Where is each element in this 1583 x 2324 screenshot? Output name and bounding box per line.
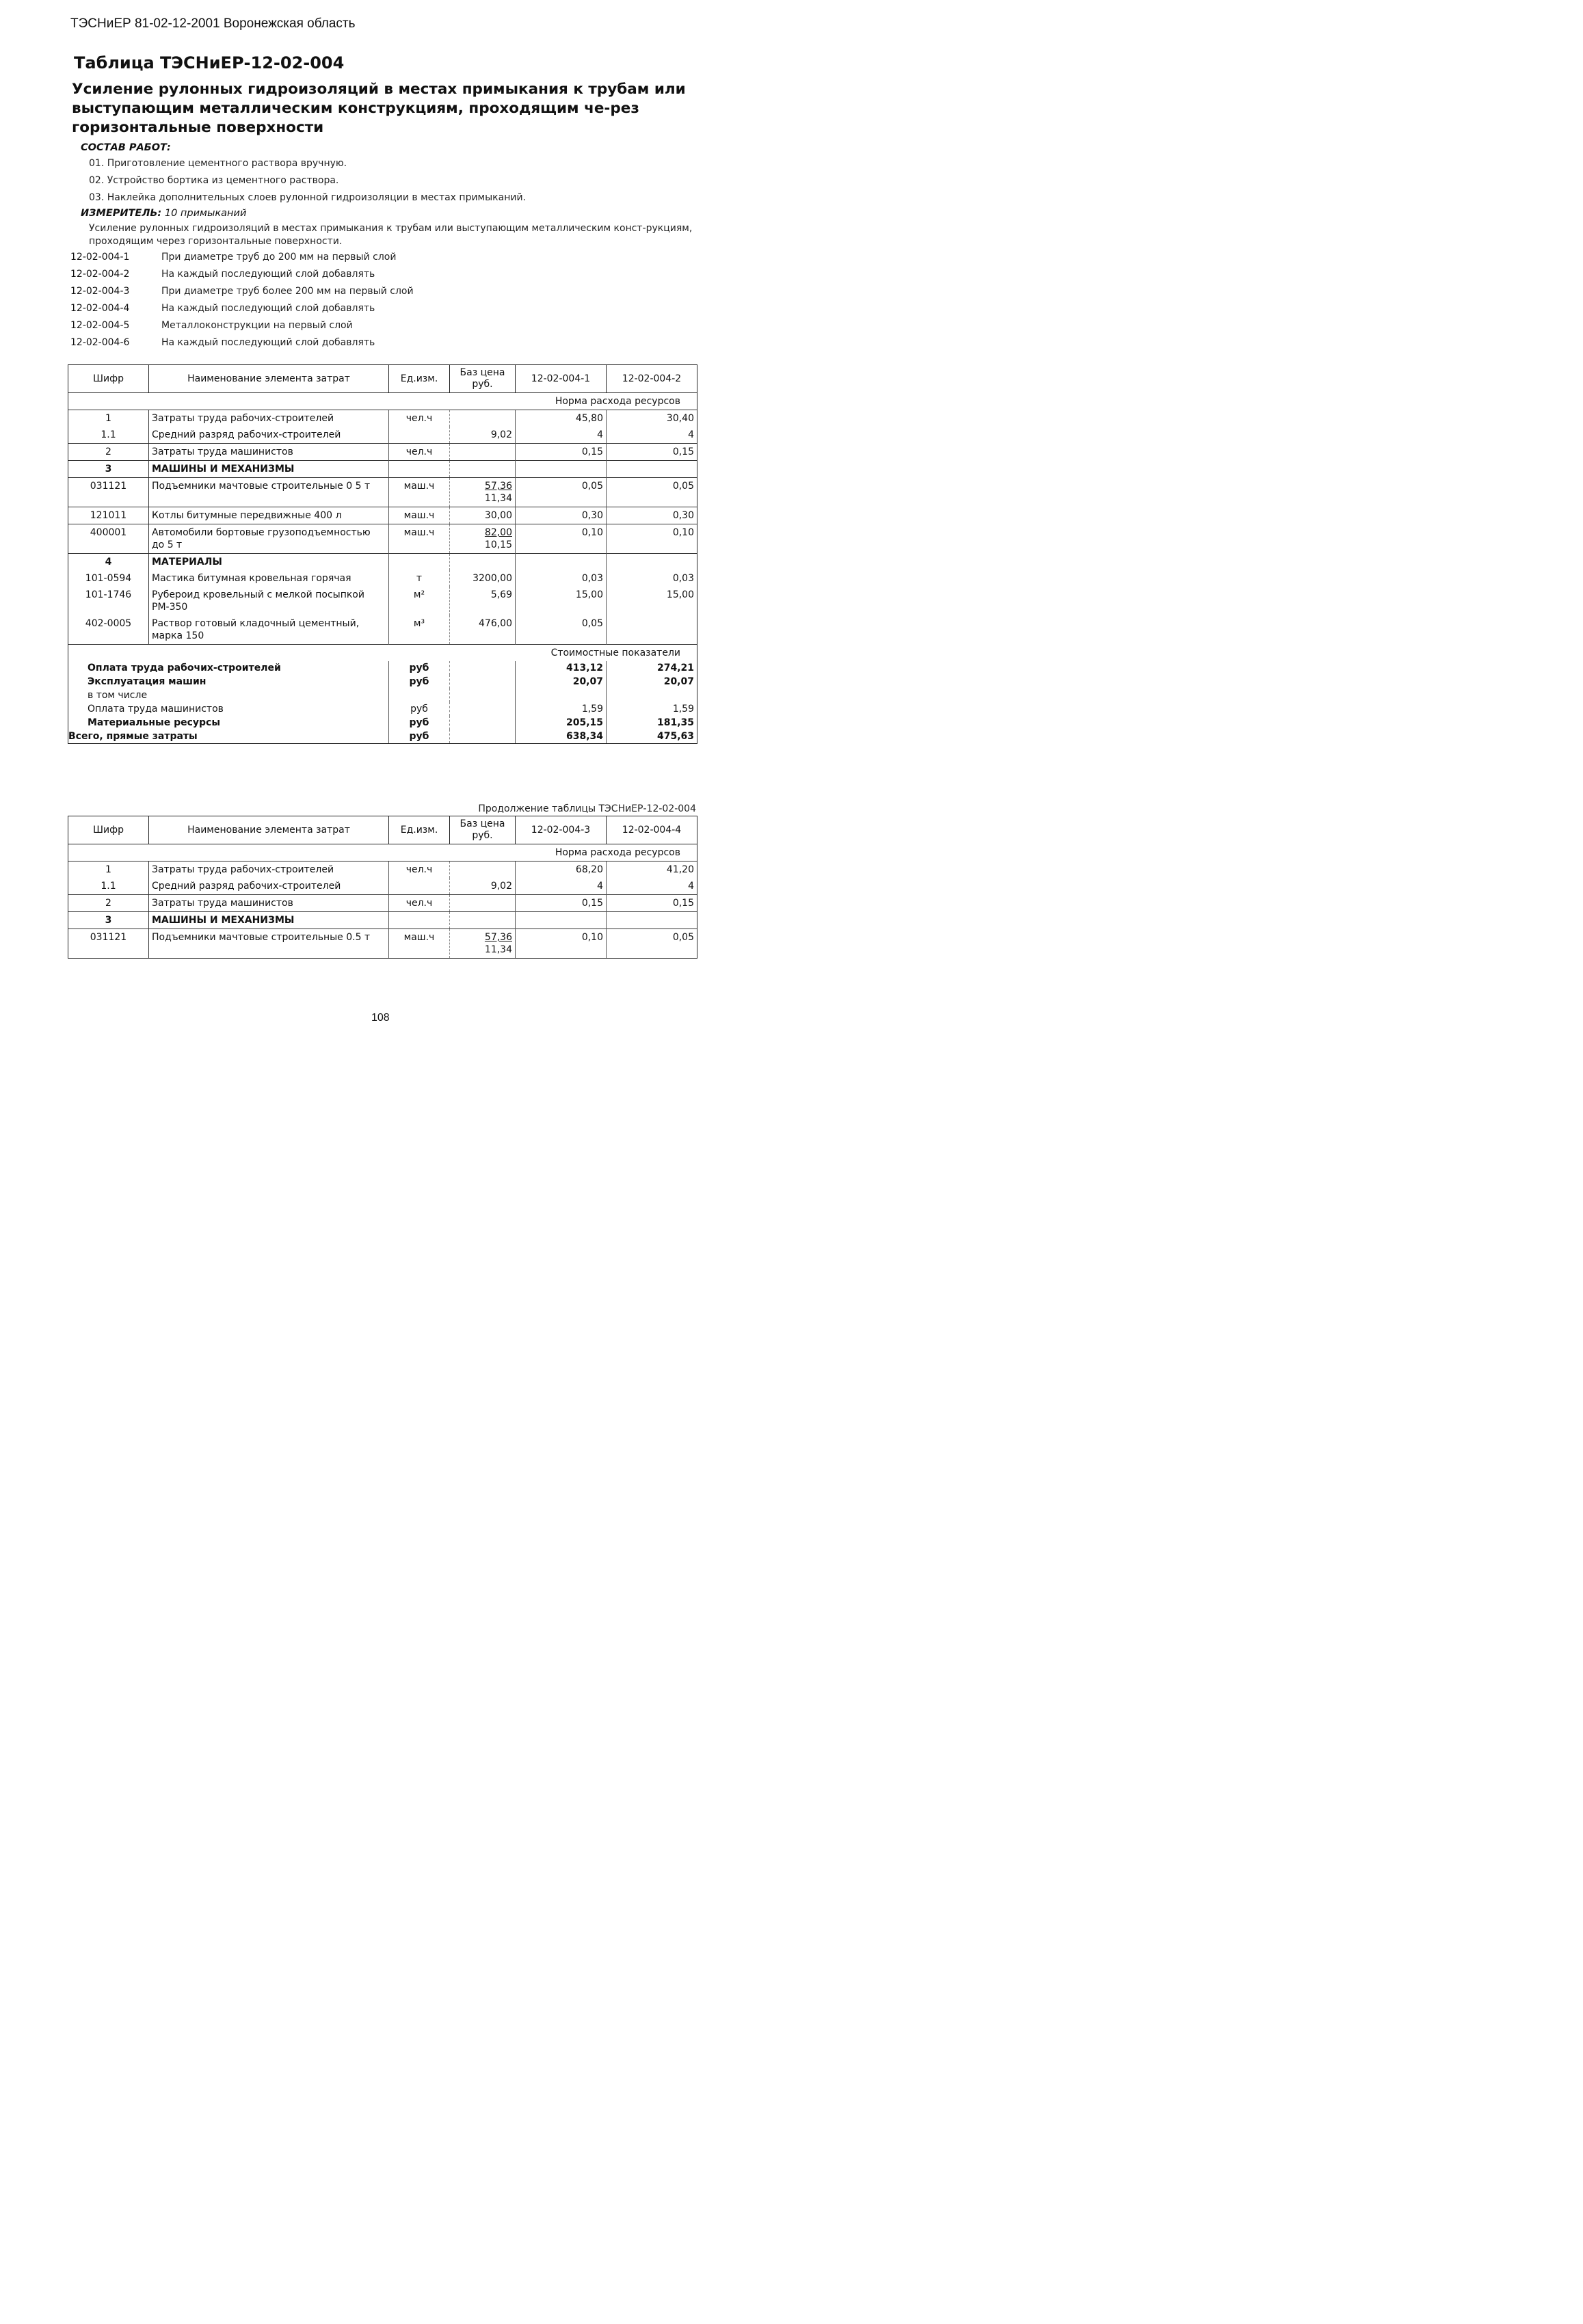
cost-name: Оплата труда рабочих-строителей — [68, 661, 389, 675]
cell-unit: м² — [389, 587, 450, 615]
price-machinist-value: 10,15 — [484, 539, 512, 550]
cell-price — [450, 444, 516, 461]
cell-value: 45,80 — [516, 410, 607, 427]
variant-code: 12-02-004-4 — [70, 303, 130, 314]
cell-name: Рубероид кровельный с мелкой посыпкой РМ-350 — [149, 587, 389, 615]
variant-code: 12-02-004-2 — [70, 269, 130, 280]
cell-price — [450, 410, 516, 427]
table-row — [68, 461, 697, 478]
cell-value: 4 — [516, 427, 607, 444]
cell-code: 402-0005 — [68, 615, 149, 645]
variant-text: При диаметре труб более 200 мм на первый слой — [161, 286, 414, 297]
cost-value: 1,59 — [607, 702, 697, 716]
cell-price — [450, 427, 516, 444]
cell-unit: м³ — [389, 615, 450, 645]
cell-value: 0,10 — [607, 524, 697, 554]
work-item: 03. Наклейка дополнительных слоев рулонной гидроизоляции в местах примыканий. — [89, 192, 527, 203]
cell-price — [450, 507, 516, 524]
cost-row — [68, 730, 697, 744]
table-title: Таблица ТЭСНиЕР-12-02-004 — [74, 53, 345, 72]
price-value: 476,00 — [479, 618, 512, 629]
cost-name: в том числе — [68, 689, 389, 702]
cost-value: 413,12 — [516, 661, 607, 675]
col-header-unit: Ед.изм. — [389, 365, 450, 393]
work-item: 02. Устройство бортика из цементного раствора. — [89, 175, 339, 186]
cell-price — [450, 587, 516, 615]
cell-name: МАТЕРИАЛЫ — [149, 554, 389, 571]
cell-value: 0,15 — [607, 444, 697, 461]
cell-value: 4 — [607, 878, 697, 895]
cell-value — [607, 615, 697, 645]
document-header: ТЭСНиЕР 81-02-12-2001 Воронежская область — [70, 16, 356, 31]
cost-value: 274,21 — [607, 661, 697, 675]
cost-value — [516, 689, 607, 702]
variant-code: 12-02-004-5 — [70, 320, 130, 331]
col-header-price: Баз цена руб. — [450, 365, 516, 393]
cell-unit — [389, 461, 450, 478]
cell-value: 68,20 — [516, 862, 607, 879]
variant-text: Металлоконструкции на первый слой — [161, 320, 353, 331]
variant-code: 12-02-004-1 — [70, 252, 130, 263]
cell-unit — [389, 912, 450, 929]
cell-name: Затраты труда рабочих-строителей — [149, 862, 389, 879]
cost-value: 638,34 — [516, 730, 607, 744]
cell-code: 1.1 — [68, 878, 149, 895]
table-row — [68, 862, 697, 879]
cell-unit: чел.ч — [389, 862, 450, 879]
price-machinist-value: 11,34 — [484, 944, 512, 955]
cell-unit: маш.ч — [389, 929, 450, 959]
cell-name: Автомобили бортовые грузоподъемностью до 5 т — [149, 524, 389, 554]
cost-price — [450, 675, 516, 689]
cell-price — [450, 570, 516, 587]
norm-section-label: Норма расхода ресурсов — [68, 844, 697, 862]
cell-value: 15,00 — [516, 587, 607, 615]
table-row — [68, 410, 697, 427]
variant-text: При диаметре труб до 200 мм на первый слой — [161, 252, 397, 263]
cell-code: 2 — [68, 895, 149, 912]
cell-code: 1 — [68, 410, 149, 427]
col-header-variant: 12-02-004-3 — [516, 816, 607, 844]
col-header-code: Шифр — [68, 365, 149, 393]
variant-code: 12-02-004-6 — [70, 337, 130, 348]
cell-value: 0,05 — [516, 615, 607, 645]
cell-price — [450, 524, 516, 554]
cost-row — [68, 661, 697, 675]
work-composition-heading: СОСТАВ РАБОТ: — [81, 142, 171, 153]
cell-unit: чел.ч — [389, 895, 450, 912]
measure-description: Усиление рулонных гидроизоляций в местах примыкания к трубам или выступающим металлическим конст-рукциям, проходящим через горизонтальные поверхности. — [89, 223, 693, 247]
cell-price — [450, 862, 516, 879]
cell-code: 2 — [68, 444, 149, 461]
cell-name: Средний разряд рабочих-строителей — [149, 427, 389, 444]
variant-code: 12-02-004-3 — [70, 286, 130, 297]
cost-price — [450, 702, 516, 716]
variant-text: На каждый последующий слой добавлять — [161, 269, 375, 280]
variant-text: На каждый последующий слой добавлять — [161, 303, 375, 314]
cost-name: Материальные ресурсы — [68, 716, 389, 730]
cost-unit: руб — [389, 730, 450, 744]
cell-unit: чел.ч — [389, 444, 450, 461]
col-header-price: Баз цена руб. — [450, 816, 516, 844]
cell-code: 400001 — [68, 524, 149, 554]
cost-value: 20,07 — [516, 675, 607, 689]
table-row — [68, 524, 697, 554]
cell-value — [516, 554, 607, 571]
continuation-note: Продолжение таблицы ТЭСНиЕР-12-02-004 — [478, 803, 696, 814]
cell-value: 0,05 — [607, 929, 697, 959]
cell-value: 15,00 — [607, 587, 697, 615]
price-value: 30,00 — [484, 510, 512, 521]
cell-unit: маш.ч — [389, 478, 450, 507]
measure-label: ИЗМЕРИТЕЛЬ: — [81, 208, 162, 219]
table-body — [68, 862, 697, 959]
cell-value: 0,15 — [516, 895, 607, 912]
cell-price — [450, 478, 516, 507]
cell-code: 1.1 — [68, 427, 149, 444]
cell-price — [450, 461, 516, 478]
price-value: 57,36 — [484, 932, 512, 943]
table-row — [68, 570, 697, 587]
table-row — [68, 507, 697, 524]
cell-code: 4 — [68, 554, 149, 571]
cost-name: Эксплуатация машин — [68, 675, 389, 689]
cell-price — [450, 554, 516, 571]
measure-line — [81, 208, 246, 219]
cell-value: 0,15 — [516, 444, 607, 461]
cost-row — [68, 689, 697, 702]
table-row — [68, 554, 697, 571]
cell-code: 031121 — [68, 929, 149, 959]
cell-value: 0,05 — [607, 478, 697, 507]
cost-section-label: Стоимостные показатели — [68, 645, 697, 662]
cell-name: МАШИНЫ И МЕХАНИЗМЫ — [149, 461, 389, 478]
cell-code: 3 — [68, 461, 149, 478]
cell-value — [607, 554, 697, 571]
cell-price — [450, 615, 516, 645]
cell-name: Раствор готовый кладочный цементный, марка 150 — [149, 615, 389, 645]
cell-value — [607, 912, 697, 929]
price-machinist-value: 11,34 — [484, 493, 512, 504]
cost-value: 1,59 — [516, 702, 607, 716]
table-row — [68, 427, 697, 444]
col-header-name: Наименование элемента затрат — [149, 365, 389, 393]
cell-value: 0,05 — [516, 478, 607, 507]
price-value: 9,02 — [490, 881, 512, 892]
norm-section-label: Норма расхода ресурсов — [68, 393, 697, 410]
cell-code: 101-1746 — [68, 587, 149, 615]
cell-price — [450, 878, 516, 895]
cell-name: Подъемники мачтовые строительные 0.5 т — [149, 929, 389, 959]
cell-unit: чел.ч — [389, 410, 450, 427]
cost-name: Оплата труда машинистов — [68, 702, 389, 716]
cell-code: 1 — [68, 862, 149, 879]
col-header-code: Шифр — [68, 816, 149, 844]
col-header-variant: 12-02-004-4 — [607, 816, 697, 844]
table-row — [68, 878, 697, 895]
price-value: 57,36 — [484, 481, 512, 492]
cell-value — [516, 912, 607, 929]
cell-name: Средний разряд рабочих-строителей — [149, 878, 389, 895]
cell-unit — [389, 878, 450, 895]
table-row — [68, 478, 697, 507]
table-row — [68, 912, 697, 929]
work-item: 01. Приготовление цементного раствора вручную. — [89, 158, 347, 169]
cost-value: 181,35 — [607, 716, 697, 730]
cost-price — [450, 661, 516, 675]
cell-value: 0,10 — [516, 929, 607, 959]
page-number: 108 — [371, 1012, 390, 1024]
price-value: 5,69 — [490, 589, 512, 600]
col-header-unit: Ед.изм. — [389, 816, 450, 844]
table-row — [68, 895, 697, 912]
cell-name: МАШИНЫ И МЕХАНИЗМЫ — [149, 912, 389, 929]
cell-value: 0,30 — [607, 507, 697, 524]
cell-unit: маш.ч — [389, 524, 450, 554]
cost-unit: руб — [389, 661, 450, 675]
cell-value: 0,30 — [516, 507, 607, 524]
cell-code: 101-0594 — [68, 570, 149, 587]
resource-table-2 — [68, 816, 697, 959]
cost-value: 20,07 — [607, 675, 697, 689]
table-row — [68, 444, 697, 461]
cell-price — [450, 912, 516, 929]
cell-price — [450, 895, 516, 912]
table-body — [68, 410, 697, 645]
cell-value: 4 — [607, 427, 697, 444]
resource-table-1 — [68, 364, 697, 744]
cell-value: 0,15 — [607, 895, 697, 912]
cost-row — [68, 675, 697, 689]
cell-unit — [389, 554, 450, 571]
cell-value: 0,03 — [516, 570, 607, 587]
cell-code: 121011 — [68, 507, 149, 524]
cell-code: 3 — [68, 912, 149, 929]
variant-text: На каждый последующий слой добавлять — [161, 337, 375, 348]
col-header-name: Наименование элемента затрат — [149, 816, 389, 844]
cell-value: 30,40 — [607, 410, 697, 427]
cost-price — [450, 689, 516, 702]
cell-name: Затраты труда машинистов — [149, 444, 389, 461]
col-header-variant: 12-02-004-1 — [516, 365, 607, 393]
cost-unit — [389, 689, 450, 702]
cost-unit: руб — [389, 702, 450, 716]
measure-value: 10 примыканий — [164, 208, 247, 219]
cost-price — [450, 730, 516, 744]
cell-name: Подъемники мачтовые строительные 0 5 т — [149, 478, 389, 507]
cell-unit — [389, 427, 450, 444]
cell-name: Затраты труда машинистов — [149, 895, 389, 912]
price-value: 3200,00 — [473, 573, 512, 584]
table-row — [68, 929, 697, 959]
cell-price — [450, 929, 516, 959]
cell-value — [607, 461, 697, 478]
cell-value — [516, 461, 607, 478]
cost-row — [68, 716, 697, 730]
table-row — [68, 615, 697, 645]
cost-body — [68, 661, 697, 744]
cost-value: 475,63 — [607, 730, 697, 744]
cell-value: 0,03 — [607, 570, 697, 587]
cost-unit: руб — [389, 716, 450, 730]
cost-unit: руб — [389, 675, 450, 689]
cell-name: Котлы битумные передвижные 400 л — [149, 507, 389, 524]
cell-value: 4 — [516, 878, 607, 895]
price-value: 9,02 — [490, 429, 512, 440]
table-row — [68, 587, 697, 615]
cell-value: 0,10 — [516, 524, 607, 554]
cost-name: Всего, прямые затраты — [68, 730, 389, 744]
cell-unit: маш.ч — [389, 507, 450, 524]
cell-code: 031121 — [68, 478, 149, 507]
cell-unit: т — [389, 570, 450, 587]
cell-name: Мастика битумная кровельная горячая — [149, 570, 389, 587]
cost-value: 205,15 — [516, 716, 607, 730]
cell-name: Затраты труда рабочих-строителей — [149, 410, 389, 427]
cost-price — [450, 716, 516, 730]
cost-row — [68, 702, 697, 716]
price-value: 82,00 — [484, 527, 512, 538]
cost-value — [607, 689, 697, 702]
col-header-variant: 12-02-004-2 — [607, 365, 697, 393]
table-subtitle: Усиление рулонных гидроизоляций в местах примыкания к трубам или выступающим металлическим конструкциям, проходящим че-рез горизонтальные поверхности — [72, 81, 686, 136]
cell-value: 41,20 — [607, 862, 697, 879]
